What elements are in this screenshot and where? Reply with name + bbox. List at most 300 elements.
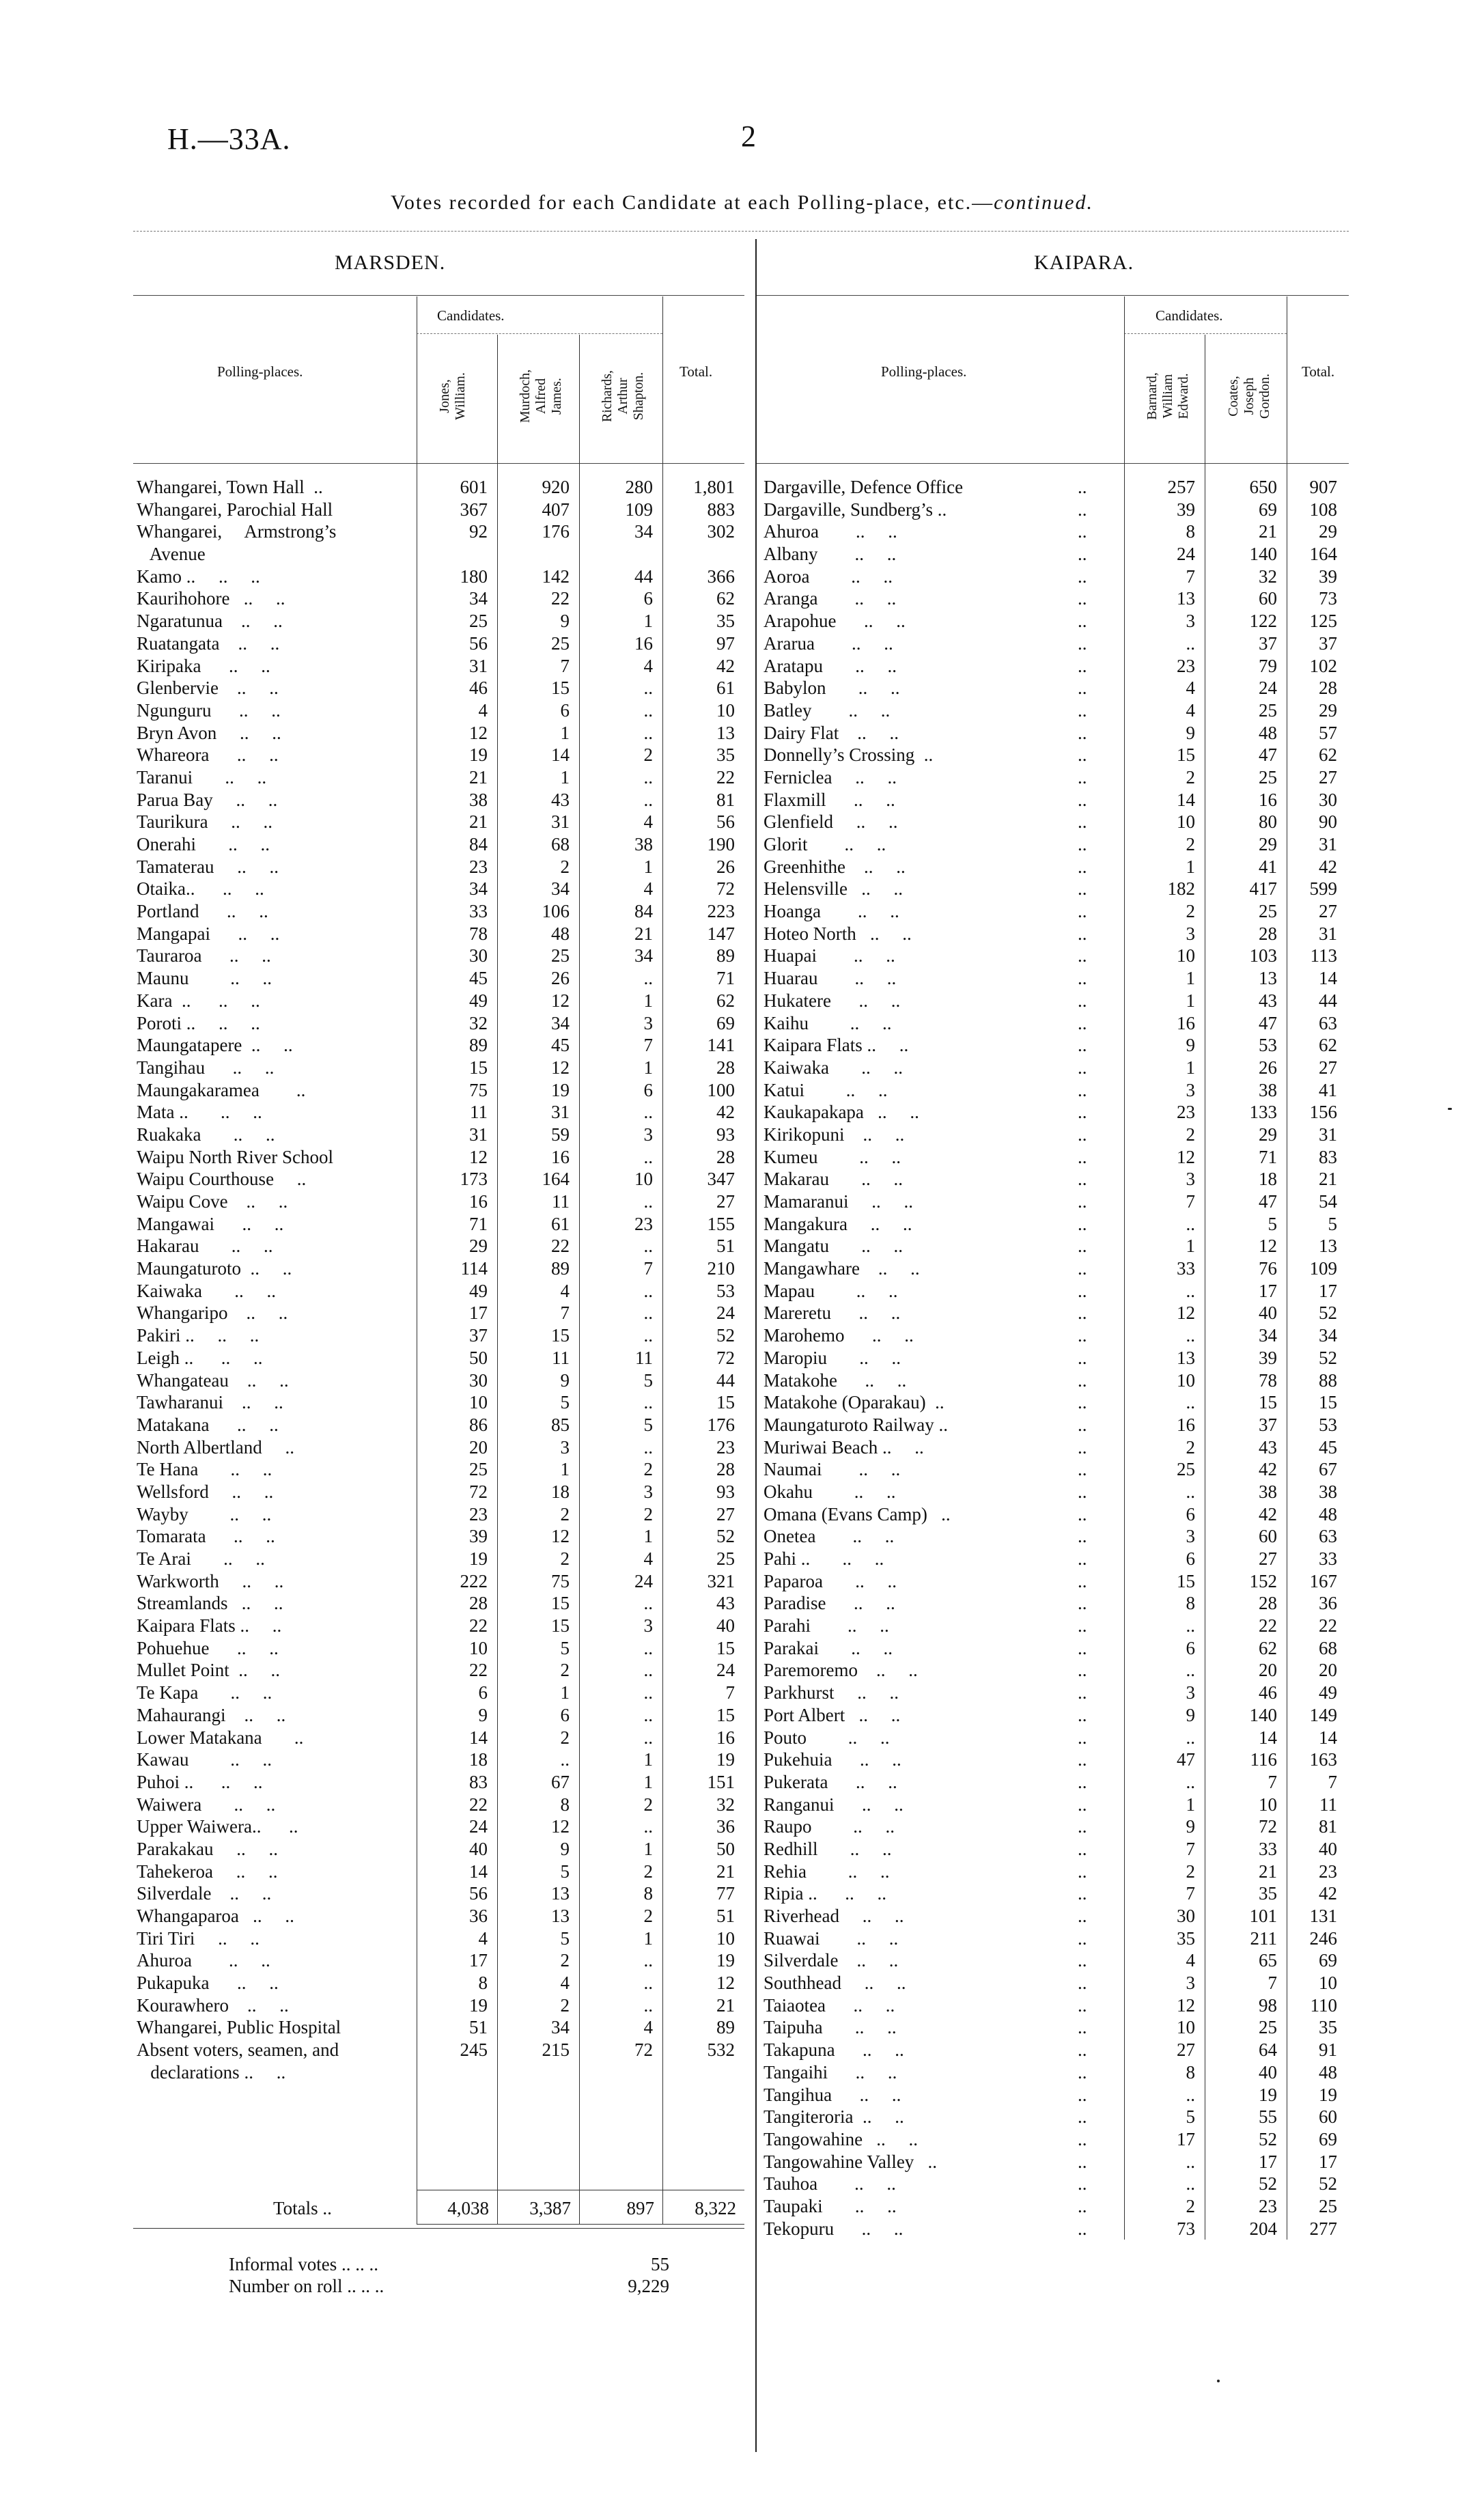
marsden-cell: 9 — [478, 1704, 488, 1725]
kaipara-polling-place: Pouto .. .. — [764, 1727, 890, 1748]
marsden-cell: 12 — [551, 1526, 570, 1547]
kaipara-cell: 21 — [1319, 1169, 1337, 1190]
marsden-cell: 4 — [643, 1548, 653, 1569]
marsden-cell: 68 — [551, 834, 570, 854]
marsden-row — [135, 1637, 744, 1660]
marsden-cell: .. — [643, 789, 653, 810]
kaipara-cell: 69 — [1259, 499, 1277, 520]
kaipara-cell: .. — [1078, 923, 1087, 944]
kaipara-cell: 1 — [1186, 1057, 1195, 1078]
marsden-row — [135, 1503, 744, 1526]
kaipara-polling-place: Aranga .. .. — [764, 588, 897, 609]
marsden-polling-place: Waipu Courthouse .. — [137, 1169, 307, 1190]
marsden-cell: .. — [643, 1325, 653, 1346]
marsden-row — [135, 945, 744, 967]
kaipara-polling-place: Kaihu .. .. — [764, 1012, 892, 1033]
marsden-cell: 601 — [460, 477, 488, 497]
kaipara-cell: 78 — [1259, 1369, 1277, 1391]
marsden-polling-place: Whangarei, Armstrong’s — [137, 521, 337, 542]
marsden-cell: 2 — [560, 856, 570, 877]
kaipara-cell: 53 — [1319, 1414, 1337, 1435]
marsden-row — [135, 1882, 744, 1905]
marsden-cell: 72 — [716, 878, 735, 900]
kaipara-cell: 49 — [1319, 1682, 1337, 1703]
marsden-totals-bottom-rule — [417, 2224, 744, 2225]
kaipara-cell: 21 — [1259, 521, 1277, 542]
marsden-cell: 9 — [560, 1838, 570, 1859]
marsden-cell: 8 — [643, 1883, 653, 1904]
kaipara-cell: 81 — [1319, 1816, 1337, 1837]
kaipara-row — [762, 1570, 1347, 1593]
marsden-polling-place: Glenbervie .. .. — [137, 678, 279, 699]
kaipara-candidate-1: Barnard, William Edward. — [1145, 372, 1191, 420]
kaipara-polling-place: Greenhithe .. .. — [764, 856, 906, 877]
kaipara-polling-place: Parakai .. .. — [764, 1637, 893, 1658]
kaipara-row — [762, 2039, 1347, 2061]
kaipara-cell: 1 — [1186, 856, 1195, 877]
kaipara-row — [762, 2016, 1347, 2039]
marsden-polling-place: Maunu .. .. — [137, 968, 272, 989]
kaipara-row — [762, 543, 1347, 566]
kaipara-cell: 29 — [1319, 699, 1337, 721]
kaipara-cell: 29 — [1259, 834, 1277, 854]
marsden-cell: 71 — [716, 968, 735, 989]
marsden-polling-place: North Albertland .. — [137, 1436, 294, 1458]
marsden-row — [135, 900, 744, 923]
marsden-cell: 84 — [634, 901, 653, 922]
marsden-cell: 31 — [551, 1102, 570, 1123]
marsden-cell: 22 — [716, 766, 735, 788]
kaipara-cell: 3 — [1186, 1169, 1195, 1190]
kaipara-polling-place: Tangaihi .. .. — [764, 2061, 897, 2083]
kaipara-cell: .. — [1078, 1660, 1087, 1681]
marsden-cell: 44 — [634, 566, 653, 587]
marsden-cell: 25 — [716, 1548, 735, 1569]
marsden-cell: .. — [643, 1816, 653, 1837]
marsden-cell: .. — [643, 1280, 653, 1301]
marsden-cell: 75 — [469, 1079, 488, 1100]
marsden-cell: 10 — [469, 1637, 488, 1658]
kaipara-cell: 48 — [1319, 2061, 1337, 2083]
marsden-row — [135, 1815, 744, 1838]
marsden-cell: 75 — [551, 1570, 570, 1591]
marsden-polling-place: Avenue — [137, 544, 206, 565]
kaipara-polling-place: Albany .. .. — [764, 544, 897, 565]
kaipara-cell: .. — [1186, 2151, 1195, 2172]
kaipara-cell: 62 — [1319, 744, 1337, 766]
kaipara-cell: 17 — [1177, 2128, 1195, 2149]
marsden-cell: .. — [643, 968, 653, 989]
kaipara-cell: 57 — [1319, 722, 1337, 743]
kaipara-cell: 23 — [1319, 1861, 1337, 1882]
kaipara-cell: 156 — [1309, 1102, 1337, 1123]
kaipara-row — [762, 1190, 1347, 1213]
kaipara-cell: 25 — [1177, 1459, 1195, 1480]
kaipara-polling-place: Huapai .. .. — [764, 945, 895, 966]
kaipara-polling-place: Parahi .. .. — [764, 1615, 889, 1637]
kaipara-cell: 42 — [1259, 1503, 1277, 1524]
kaipara-polling-place: Mangawhare .. .. — [764, 1258, 920, 1279]
kaipara-polling-place: Kirikopuni .. .. — [764, 1124, 905, 1145]
marsden-polling-place: Mullet Point .. .. — [137, 1660, 281, 1681]
kaipara-polling-place: Parkhurst .. .. — [764, 1682, 899, 1703]
kaipara-cell: 27 — [1177, 2039, 1195, 2061]
marsden-cell: 6 — [560, 1704, 570, 1725]
kaipara-row — [762, 1257, 1347, 1280]
marsden-cell: 61 — [551, 1213, 570, 1234]
marsden-cell: 12 — [551, 990, 570, 1011]
kaipara-cell: .. — [1078, 1749, 1087, 1770]
kaipara-row — [762, 1146, 1347, 1169]
kaipara-cell: 52 — [1319, 1347, 1337, 1368]
kaipara-cell: 26 — [1259, 1057, 1277, 1078]
kaipara-cell: 5 — [1268, 1213, 1277, 1234]
kaipara-cell: 53 — [1259, 1035, 1277, 1056]
marsden-row — [135, 1749, 744, 1771]
kaipara-cell: 3 — [1186, 1526, 1195, 1547]
marsden-cell: 34 — [551, 2017, 570, 2038]
kaipara-cell: .. — [1078, 1303, 1087, 1324]
marsden-row — [135, 1570, 744, 1593]
kaipara-cell: 52 — [1259, 2173, 1277, 2195]
marsden-cell: 49 — [469, 1280, 488, 1301]
marsden-row — [135, 1101, 744, 1124]
marsden-row — [135, 543, 744, 566]
marsden-polling-place: Onerahi .. .. — [137, 834, 270, 854]
marsden-polling-place: Taurikura .. .. — [137, 811, 273, 833]
marsden-cell — [579, 2061, 662, 2084]
marsden-cell: 11 — [470, 1102, 488, 1123]
marsden-cell: 1 — [560, 766, 570, 788]
kaipara-cell: 1 — [1186, 990, 1195, 1011]
kaipara-cell: 101 — [1249, 1906, 1277, 1926]
kaipara-row — [762, 1972, 1347, 1994]
kaipara-cell: 17 — [1259, 2151, 1277, 2172]
kaipara-cell: 2 — [1186, 901, 1195, 922]
marsden-polling-place: Te Hana .. .. — [137, 1459, 272, 1480]
kaipara-row — [762, 1391, 1347, 1414]
kaipara-cell: 14 — [1177, 789, 1195, 810]
marsden-cell: 6 — [478, 1682, 488, 1703]
kaipara-cell: 69 — [1319, 1950, 1337, 1971]
marsden-cell: 34 — [551, 1012, 570, 1033]
kaipara-cell: 9 — [1186, 1704, 1195, 1725]
kaipara-cell: 257 — [1167, 477, 1195, 497]
marsden-cell: 7 — [643, 1035, 653, 1056]
kaipara-cell: 14 — [1319, 1727, 1337, 1748]
kaipara-cell: .. — [1078, 1169, 1087, 1190]
kaipara-cell: 417 — [1249, 878, 1277, 900]
marsden-cell: .. — [643, 678, 653, 699]
marsden-cell: 215 — [542, 2039, 570, 2061]
kaipara-cell: 10 — [1259, 1794, 1277, 1815]
scan-speck — [1217, 2380, 1220, 2382]
marsden-totals-label: Totals .. — [273, 2198, 332, 2218]
marsden-cell: 36 — [469, 1906, 488, 1926]
marsden-cell: .. — [643, 1102, 653, 1123]
kaipara-cell: .. — [1078, 499, 1087, 520]
kaipara-cell: .. — [1078, 1057, 1087, 1078]
marsden-cell: 28 — [716, 1057, 735, 1078]
marsden-polling-place: Warkworth .. .. — [137, 1570, 284, 1591]
kaipara-cell: 650 — [1249, 477, 1277, 497]
marsden-cell: 78 — [469, 923, 488, 944]
kaipara-cell: 64 — [1259, 2039, 1277, 2061]
marsden-row — [135, 587, 744, 610]
marsden-cell: 52 — [716, 1526, 735, 1547]
kaipara-cell: 152 — [1249, 1570, 1277, 1591]
kaipara-row — [762, 1324, 1347, 1347]
marsden-polling-place: Upper Waiwera.. .. — [137, 1816, 298, 1837]
kaipara-polling-place: Dairy Flat .. .. — [764, 722, 899, 743]
kaipara-row — [762, 587, 1347, 610]
marsden-polling-place: Tawharanui .. .. — [137, 1392, 283, 1413]
kaipara-cell: 31 — [1319, 923, 1337, 944]
marsden-cell: 1 — [643, 1526, 653, 1547]
kaipara-row — [762, 2128, 1347, 2151]
kaipara-cell: 1 — [1186, 1236, 1195, 1257]
kaipara-row — [762, 499, 1347, 521]
page-number: 2 — [741, 120, 756, 153]
kaipara-row — [762, 1503, 1347, 1526]
kaipara-cell: .. — [1078, 1436, 1087, 1458]
kaipara-cell: .. — [1078, 1236, 1087, 1257]
marsden-cell: 106 — [542, 901, 570, 922]
kaipara-cell: 23 — [1177, 1102, 1195, 1123]
kaipara-cell: 9 — [1186, 722, 1195, 743]
marsden-polling-place: Kaipara Flats .. .. — [137, 1615, 282, 1637]
kaipara-cell: 6 — [1186, 1548, 1195, 1569]
kaipara-cell: 3 — [1186, 923, 1195, 944]
marsden-cell: 1 — [560, 1459, 570, 1480]
marsden-cell: .. — [643, 1303, 653, 1324]
kaipara-row — [762, 833, 1347, 856]
kaipara-cell: 40 — [1319, 1838, 1337, 1859]
marsden-cell: .. — [643, 1392, 653, 1413]
kaipara-cell: 55 — [1259, 2106, 1277, 2128]
kaipara-row — [762, 1481, 1347, 1503]
marsden-cell: .. — [643, 766, 653, 788]
marsden-cell: 5 — [560, 1927, 570, 1949]
kaipara-cell: 2 — [1186, 834, 1195, 854]
kaipara-cell: 38 — [1319, 1481, 1337, 1502]
marsden-row — [135, 1458, 744, 1481]
kaipara-cell: 27 — [1319, 901, 1337, 922]
marsden-cell: 14 — [551, 744, 570, 766]
marsden-cell: .. — [560, 1749, 570, 1770]
marsden-cell: .. — [643, 1704, 653, 1725]
kaipara-row — [762, 1927, 1347, 1950]
marsden-cell: 10 — [634, 1169, 653, 1190]
marsden-cell: 62 — [716, 990, 735, 1011]
kaipara-cell: 39 — [1259, 1347, 1277, 1368]
marsden-cell: 176 — [542, 521, 570, 542]
kaipara-cell: 12 — [1177, 1303, 1195, 1324]
marsden-candidates-header: Candidates. — [437, 307, 505, 324]
marsden-cell: 5 — [560, 1392, 570, 1413]
marsden-polling-place: Poroti .. .. .. — [137, 1012, 260, 1033]
marsden-cell: 24 — [469, 1816, 488, 1837]
kaipara-polling-place: Aoroa .. .. — [764, 566, 893, 587]
marsden-row — [135, 1302, 744, 1324]
marsden-cell: 190 — [707, 834, 735, 854]
kaipara-cell: 7 — [1186, 1883, 1195, 1904]
marsden-cell: 19 — [716, 1749, 735, 1770]
kaipara-cell: .. — [1078, 766, 1087, 788]
kaipara-cell: 47 — [1259, 1191, 1277, 1212]
marsden-polling-place: Pukapuka .. .. — [137, 1973, 279, 1994]
kaipara-cell: 38 — [1259, 1481, 1277, 1502]
marsden-cell: 8 — [560, 1794, 570, 1815]
kaipara-row — [762, 789, 1347, 811]
marsden-cell — [662, 543, 744, 566]
marsden-cell: 176 — [707, 1414, 735, 1435]
kaipara-cell: 20 — [1319, 1660, 1337, 1681]
kaipara-row — [762, 766, 1347, 789]
marsden-polling-place: Taranui .. .. — [137, 766, 267, 788]
kaipara-cell: .. — [1186, 1392, 1195, 1413]
marsden-cell: 86 — [469, 1414, 488, 1435]
marsden-cell: 2 — [560, 1503, 570, 1524]
marsden-cell: 4 — [643, 655, 653, 676]
marsden-cell: 46 — [469, 678, 488, 699]
marsden-cell: 7 — [560, 1303, 570, 1324]
marsden-cell: 29 — [469, 1236, 488, 1257]
kaipara-cell: 1 — [1186, 1794, 1195, 1815]
kaipara-title: KAIPARA. — [1034, 251, 1134, 274]
kaipara-polling-place: Matakohe .. .. — [764, 1369, 907, 1391]
marsden-cell: 21 — [469, 811, 488, 833]
kaipara-cell: .. — [1078, 1838, 1087, 1859]
kaipara-cell: .. — [1078, 1191, 1087, 1212]
marsden-cell: 24 — [716, 1303, 735, 1324]
kaipara-row — [762, 1079, 1347, 1102]
marsden-cell: 4 — [643, 2017, 653, 2038]
kaipara-row — [762, 811, 1347, 833]
kaipara-cell: 164 — [1309, 544, 1337, 565]
kaipara-row — [762, 2151, 1347, 2173]
marsden-row — [135, 1057, 744, 1079]
marsden-footer-rule — [133, 2228, 744, 2229]
kaipara-cell: .. — [1078, 1794, 1087, 1815]
kaipara-cell: 73 — [1177, 2218, 1195, 2239]
marsden-candidate-1: Jones, William. — [437, 372, 468, 420]
kaipara-cell: 39 — [1177, 499, 1195, 520]
kaipara-cell: 52 — [1319, 2173, 1337, 2195]
kaipara-cell: 39 — [1319, 566, 1337, 587]
kaipara-polling-place: Kaukapakapa .. .. — [764, 1102, 919, 1123]
kaipara-polling-place: Omana (Evans Camp) .. — [764, 1503, 951, 1524]
kaipara-cell: 22 — [1259, 1615, 1277, 1637]
kaipara-cell: 15 — [1177, 744, 1195, 766]
kaipara-row — [762, 1771, 1347, 1794]
marsden-row — [135, 1525, 744, 1548]
marsden-cell: 34 — [634, 521, 653, 542]
marsden-cell: .. — [643, 1727, 653, 1748]
marsden-polling-place: Pakiri .. .. .. — [137, 1325, 260, 1346]
marsden-polling-place: Matakana .. .. — [137, 1414, 279, 1435]
kaipara-cell: 4 — [1186, 699, 1195, 721]
kaipara-cell: 60 — [1259, 1526, 1277, 1547]
kaipara-polling-place: Mapau .. .. — [764, 1280, 898, 1301]
kaipara-polling-place: Flaxmill .. .. — [764, 789, 895, 810]
kaipara-polling-place: Takapuna .. .. — [764, 2039, 904, 2061]
kaipara-cell: 73 — [1319, 588, 1337, 609]
kaipara-cell: .. — [1078, 521, 1087, 542]
kaipara-cell: 10 — [1177, 811, 1195, 833]
kaipara-polling-place: Makarau .. .. — [764, 1169, 903, 1190]
marsden-row — [135, 1146, 744, 1169]
kaipara-row — [762, 945, 1347, 967]
kaipara-polling-place: Taupaki .. .. — [764, 2195, 897, 2216]
marsden-cell: 35 — [716, 611, 735, 632]
marsden-cell: 26 — [551, 968, 570, 989]
marsden-cell: 26 — [716, 856, 735, 877]
kaipara-row — [762, 1369, 1347, 1392]
marsden-row — [135, 722, 744, 744]
marsden-cell: 69 — [716, 1012, 735, 1033]
marsden-polling-place: Kawau .. .. — [137, 1749, 272, 1770]
marsden-cell: 81 — [716, 789, 735, 810]
marsden-cell: 15 — [716, 1637, 735, 1658]
marsden-polling-place: Maungatapere .. .. — [137, 1035, 293, 1056]
kaipara-cell: 37 — [1259, 1414, 1277, 1435]
marsden-cell: 71 — [469, 1213, 488, 1234]
marsden-cell: 2 — [643, 1459, 653, 1480]
marsden-row — [135, 655, 744, 678]
marsden-cell: 9 — [560, 1369, 570, 1391]
marsden-row — [135, 1949, 744, 1972]
marsden-cell: 2 — [560, 1950, 570, 1971]
marsden-polling-header: Polling-places. — [217, 363, 303, 380]
marsden-cell: 2 — [643, 1861, 653, 1882]
marsden-polling-place: Waiwera .. .. — [137, 1794, 276, 1815]
marsden-cell: 40 — [469, 1838, 488, 1859]
kaipara-cell: .. — [1078, 811, 1087, 833]
marsden-cell: 84 — [469, 834, 488, 854]
kaipara-cell: .. — [1078, 544, 1087, 565]
kaipara-cell: 72 — [1259, 1816, 1277, 1837]
marsden-header-top-rule — [133, 295, 744, 296]
kaipara-cell: 28 — [1259, 1593, 1277, 1614]
kaipara-polling-place: Tangihua .. .. — [764, 2084, 901, 2105]
marsden-cell: 23 — [634, 1213, 653, 1234]
marsden-cell: 50 — [716, 1838, 735, 1859]
kaipara-cell: .. — [1078, 1883, 1087, 1904]
kaipara-cell: .. — [1078, 901, 1087, 922]
marsden-cell: 15 — [716, 1704, 735, 1725]
kaipara-polling-place: Batley .. .. — [764, 699, 891, 721]
kaipara-polling-place: Muriwai Beach .. .. — [764, 1436, 924, 1458]
kaipara-cell: 28 — [1259, 923, 1277, 944]
marsden-cell: 14 — [469, 1861, 488, 1882]
marsden-cell: 15 — [469, 1057, 488, 1078]
marsden-cell: 92 — [469, 521, 488, 542]
kaipara-row — [762, 900, 1347, 923]
kaipara-cell: .. — [1078, 1035, 1087, 1056]
marsden-cell: 21 — [716, 1861, 735, 1882]
kaipara-cell: 8 — [1186, 1593, 1195, 1614]
kaipara-cell: 12 — [1259, 1236, 1277, 1257]
marsden-cell: 34 — [469, 878, 488, 900]
kaipara-polling-place: Dargaville, Defence Office — [764, 477, 964, 497]
marsden-cell: 8 — [478, 1973, 488, 1994]
kaipara-polling-place: Donnelly’s Crossing .. — [764, 744, 934, 766]
marsden-cell: .. — [643, 1146, 653, 1167]
marsden-row — [135, 677, 744, 699]
kaipara-cell: 7 — [1268, 1771, 1277, 1792]
kaipara-row — [762, 1436, 1347, 1459]
